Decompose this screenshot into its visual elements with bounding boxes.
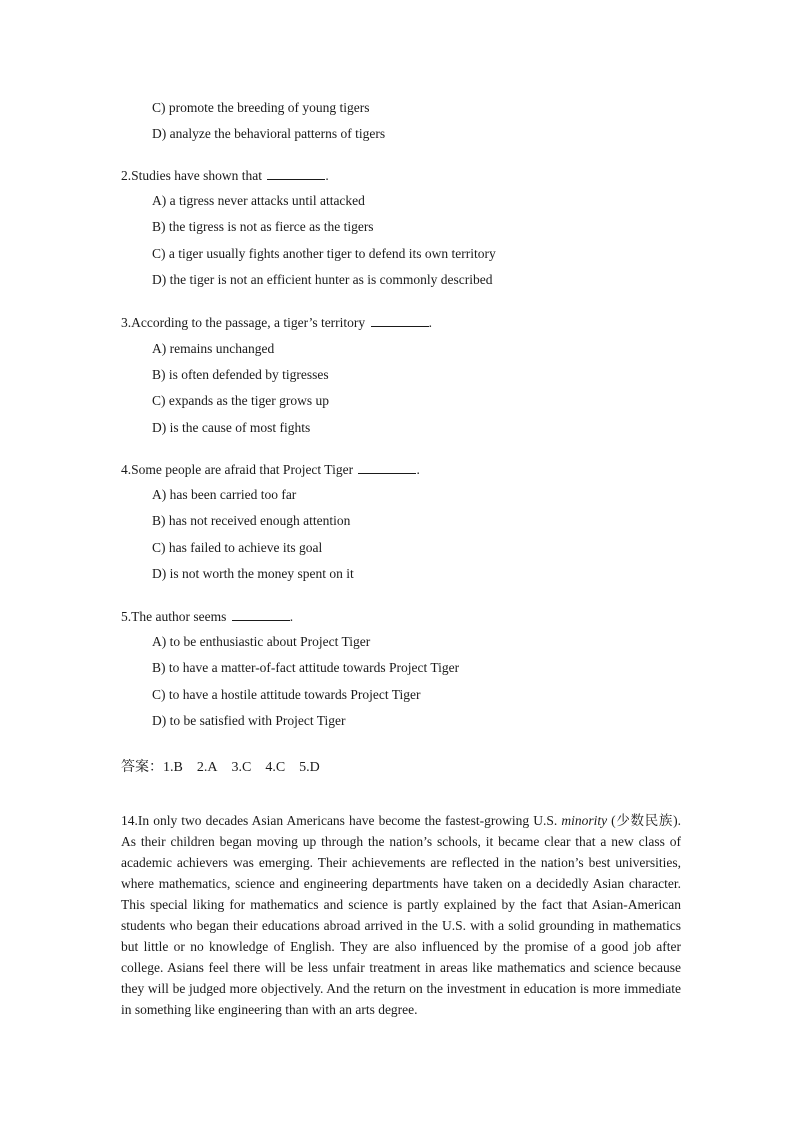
answer-item: 4.C	[265, 760, 286, 775]
q3-stem: 3.According to the passage, a tiger’s territory .	[121, 315, 432, 330]
q4-stem: 4.Some people are afraid that Project Tiger .	[121, 462, 420, 477]
answer-blank	[232, 608, 290, 621]
q5-option-b: B) to have a matter-of-fact attitude towards Project Tiger	[152, 660, 460, 675]
answer-blank	[358, 461, 416, 474]
answer-blank	[267, 167, 325, 180]
q5-stem: 5.The author seems .	[121, 609, 294, 624]
q3-option-c: C) expands as the tiger grows up	[152, 393, 329, 408]
q4-option-a: A) has been carried too far	[152, 487, 297, 502]
q5-option-d: D) to be satisfied with Project Tiger	[152, 713, 346, 728]
q2-option-d: D) the tiger is not an efficient hunter as is commonly described	[152, 272, 493, 287]
answer-item: 1.B	[163, 760, 183, 775]
answer-item: 3.C	[231, 760, 252, 775]
q2-option-c: C) a tiger usually fights another tiger to defend its own territory	[152, 246, 496, 261]
q4-option-c: C) has failed to achieve its goal	[152, 540, 323, 555]
q3-option-d: D) is the cause of most fights	[152, 420, 311, 435]
answer-blank	[371, 314, 429, 327]
passage-text-1: 14.In only two decades Asian Americans have become the fastest-growing U.S.	[121, 813, 562, 828]
passage-text-2: (少数民族). As their children began moving up through the nation’s schools, it became clear that a new class of academic achievers was emerging. Their achievements are reflected in the nation’s best universities, where mathematics, science and engineering departments have taken on a decidedly Asian character. This special liking for mathematics and science is partly explained by the fact that Asian-American students who began their educations abroad arrived in the U.S. with a solid grounding in mathematics but little or no knowledge of English. They are also influenced by the promise of a good job after college. Asians feel there will be less unfair treatment in areas like mathematics and science because they will be judged more objectively. And the return on the investment in education is more immediate in something like engineering than with an arts degree.	[121, 813, 682, 1017]
q4-option-d: D) is not worth the money spent on it	[152, 566, 354, 581]
passage-italic-term: minority	[561, 813, 608, 828]
answer-key-label: 答案：	[121, 760, 163, 775]
q2-option-b: B) the tigress is not as fierce as the tigers	[152, 219, 374, 234]
answer-key	[121, 760, 334, 776]
q5-option-c: C) to have a hostile attitude towards Project Tiger	[152, 687, 421, 702]
q2-option-a: A) a tigress never attacks until attacked	[152, 193, 365, 208]
q1-option-d: D) analyze the behavioral patterns of tigers	[152, 126, 386, 141]
q3-option-b: B) is often defended by tigresses	[152, 367, 329, 382]
answer-item: 2.A	[196, 760, 218, 775]
answer-item: 5.D	[299, 760, 320, 775]
q4-option-b: B) has not received enough attention	[152, 513, 351, 528]
q1-option-c: C) promote the breeding of young tigers	[152, 100, 370, 115]
q5-option-a: A) to be enthusiastic about Project Tiger	[152, 634, 371, 649]
q2-stem: 2.Studies have shown that .	[121, 168, 329, 183]
passage-14	[121, 810, 681, 1020]
q3-option-a: A) remains unchanged	[152, 341, 275, 356]
